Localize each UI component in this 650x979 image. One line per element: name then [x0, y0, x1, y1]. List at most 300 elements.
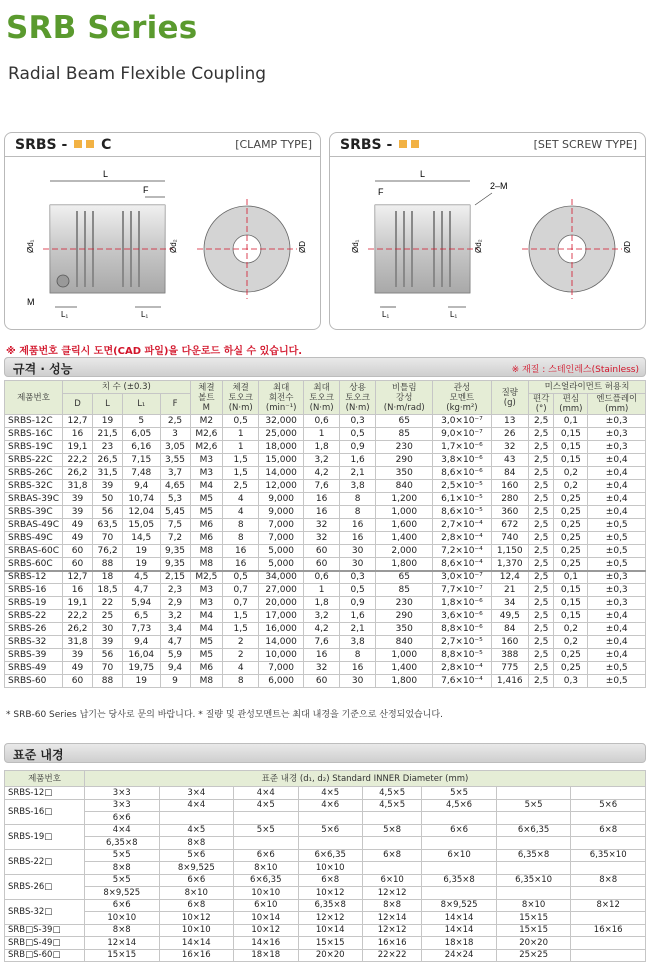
- table-cell: 3,8×10⁻⁶: [433, 454, 491, 467]
- product-code-link[interactable]: SRBS-49: [5, 662, 63, 675]
- th-inner-diameter: 표준 내경 (d₁, d₂) Standard INNER Diameter (mm): [85, 771, 646, 787]
- th-mass: 질량 (g): [491, 381, 528, 415]
- table-cell: 30: [340, 558, 376, 571]
- diameter-cell: 8×8: [85, 924, 160, 937]
- set-product-code[interactable]: [340, 137, 421, 153]
- product-code-link[interactable]: SRBS-19C: [5, 441, 63, 454]
- table-cell: 7,2: [160, 532, 190, 545]
- table-cell: 0,1: [554, 415, 588, 428]
- clamp-product-code[interactable]: [15, 137, 111, 153]
- table-cell: 350: [376, 467, 433, 480]
- diameter-cell: 6×6: [159, 874, 234, 887]
- table-cell: 34: [491, 597, 528, 610]
- diameter-cell: 4,5×5: [362, 799, 421, 812]
- table-row: [5, 799, 646, 812]
- table-cell: M6: [190, 662, 223, 675]
- table-cell: 0,5: [340, 584, 376, 597]
- th-dims: 치 수 (±0.3): [63, 381, 191, 394]
- product-code-link[interactable]: SRBS-39C: [5, 506, 63, 519]
- table-cell: ±0,4: [588, 480, 646, 493]
- spec-section-label: 규격 · 성능: [13, 362, 73, 376]
- table-cell: 1,400: [376, 532, 433, 545]
- product-code-link[interactable]: SRBAS-60C: [5, 545, 63, 558]
- diameter-cell: 12×14: [85, 937, 160, 950]
- table-cell: 39: [93, 636, 123, 649]
- dim-label-L1a: L₁: [61, 310, 69, 319]
- product-code-link[interactable]: SRBS-19: [5, 597, 63, 610]
- table-cell: 14,000: [259, 467, 304, 480]
- product-code-link[interactable]: SRBS-32: [5, 636, 63, 649]
- table-cell: 12,4: [491, 571, 528, 584]
- table-cell: 7,6: [304, 480, 340, 493]
- dim-label-d1: Ød₁: [351, 239, 360, 253]
- table-row: [5, 824, 646, 837]
- diameter-cell: 6,35×10: [496, 874, 571, 887]
- table-cell: 0,9: [340, 597, 376, 610]
- table-cell: 672: [491, 519, 528, 532]
- th-offset: 편심 (mm): [554, 394, 588, 415]
- diameter-cell: 5×6: [298, 824, 362, 837]
- diameter-cell: 15×15: [298, 937, 362, 950]
- table-cell: 49: [63, 532, 93, 545]
- table-cell: 360: [491, 506, 528, 519]
- table-cell: 1,5: [223, 467, 259, 480]
- dim-label-F: F: [143, 185, 149, 195]
- table-cell: ±0,4: [588, 467, 646, 480]
- diameter-cell: 6×8: [298, 874, 362, 887]
- table-cell: 9: [160, 675, 190, 688]
- diameter-cell: 15×15: [496, 924, 571, 937]
- diameter-cell: 18×18: [234, 949, 298, 962]
- table-cell: 7,000: [259, 519, 304, 532]
- dim-label-L1b: L₁: [141, 310, 149, 319]
- table-cell: 31,5: [93, 467, 123, 480]
- product-code-link[interactable]: SRBS-12: [5, 571, 63, 584]
- table-cell: 775: [491, 662, 528, 675]
- table-row: [5, 887, 646, 900]
- table-cell: 60: [63, 558, 93, 571]
- diameter-cell: 15×15: [496, 912, 571, 925]
- table-cell: 840: [376, 636, 433, 649]
- diameter-cell: [571, 937, 646, 950]
- table-cell: 2,5: [529, 584, 554, 597]
- th-L: L: [93, 394, 123, 415]
- diameter-cell: 16×16: [362, 937, 421, 950]
- th-max-torque: 최대 토오크 (N·m): [304, 381, 340, 415]
- table-cell: 9,4: [123, 636, 160, 649]
- diameter-cell: 8×12: [571, 899, 646, 912]
- table-cell: ±0,4: [588, 636, 646, 649]
- diameter-cell: 8×9,525: [422, 899, 497, 912]
- product-code-link[interactable]: SRBS-16□: [5, 799, 85, 824]
- diameter-cell: [571, 862, 646, 875]
- table-row: [5, 571, 646, 584]
- table-cell: 16: [223, 545, 259, 558]
- diameter-cell: 6,35×8: [85, 837, 160, 850]
- table-cell: 7,73: [123, 623, 160, 636]
- diameter-cell: 12×14: [362, 912, 421, 925]
- table-cell: 1,7×10⁻⁶: [433, 441, 491, 454]
- product-code-link[interactable]: SRBS-60: [5, 675, 63, 688]
- diameter-cell: [234, 812, 298, 825]
- diameter-cell: [496, 862, 571, 875]
- table-cell: 32,000: [259, 415, 304, 428]
- table-cell: 0,9: [340, 441, 376, 454]
- table-cell: 9,000: [259, 506, 304, 519]
- product-code-link[interactable]: SRB□S-39□: [5, 924, 85, 937]
- table-cell: 16: [63, 428, 93, 441]
- table-cell: 84: [491, 467, 528, 480]
- dim-label-d1: Ød₁: [26, 239, 35, 253]
- table-cell: 3,55: [160, 454, 190, 467]
- table-row: [5, 493, 646, 506]
- table-cell: M3: [190, 584, 223, 597]
- table-cell: 3,0×10⁻⁷: [433, 571, 491, 584]
- clamp-type-drawing: [5, 157, 321, 329]
- diameter-cell: [571, 837, 646, 850]
- diameter-cell: 5×5: [234, 824, 298, 837]
- table-cell: 84: [491, 623, 528, 636]
- product-code-link[interactable]: SRBS-60C: [5, 558, 63, 571]
- table-row: [5, 610, 646, 623]
- material-note: ※ 재질 : 스테인레스(Stainless): [511, 365, 639, 375]
- product-code-link[interactable]: SRBS-22C: [5, 454, 63, 467]
- diameter-cell: [496, 887, 571, 900]
- table-cell: 1,800: [376, 675, 433, 688]
- table-cell: 7,6: [304, 636, 340, 649]
- table-cell: 0,15: [554, 441, 588, 454]
- table-cell: 4: [223, 506, 259, 519]
- table-cell: 85: [376, 428, 433, 441]
- table-cell: M5: [190, 636, 223, 649]
- dim-label-d2: Ød₂: [474, 239, 483, 253]
- table-cell: 21: [491, 584, 528, 597]
- table-cell: 2,5: [529, 532, 554, 545]
- table-cell: ±0,4: [588, 493, 646, 506]
- table-cell: 5,000: [259, 558, 304, 571]
- placeholder-square: [86, 140, 94, 148]
- table-cell: 388: [491, 649, 528, 662]
- table-cell: M8: [190, 545, 223, 558]
- product-code-link[interactable]: SRBS-12□: [5, 787, 85, 800]
- table-cell: 9,4: [123, 480, 160, 493]
- product-code-link[interactable]: SRBAS-39C: [5, 493, 63, 506]
- diameter-cell: 12×12: [298, 912, 362, 925]
- diameter-cell: 6,35×10: [571, 849, 646, 862]
- diameter-cell: 6×6: [85, 812, 160, 825]
- diameter-cell: 4×5: [159, 824, 234, 837]
- product-code-link[interactable]: SRBAS-49C: [5, 519, 63, 532]
- table-cell: 0,15: [554, 597, 588, 610]
- table-cell: 12,7: [63, 571, 93, 584]
- diameter-cell: 8×9,525: [85, 887, 160, 900]
- table-cell: 26,5: [93, 454, 123, 467]
- table-row: [5, 787, 646, 800]
- table-cell: 31,8: [63, 636, 93, 649]
- dim-label-L: L: [103, 169, 109, 179]
- th-D: D: [63, 394, 93, 415]
- table-cell: 31,8: [63, 480, 93, 493]
- table-cell: 1,8: [304, 441, 340, 454]
- table-cell: 14,5: [123, 532, 160, 545]
- diameter-cell: 10×12: [298, 887, 362, 900]
- diameter-cell: 15×15: [85, 949, 160, 962]
- table-cell: 6,16: [123, 441, 160, 454]
- table-cell: 4,5: [123, 571, 160, 584]
- table-row: [5, 912, 646, 925]
- table-cell: M4: [190, 480, 223, 493]
- table-cell: 19: [123, 675, 160, 688]
- table-cell: 15,05: [123, 519, 160, 532]
- table-cell: 6,5: [123, 610, 160, 623]
- table-cell: 5,45: [160, 506, 190, 519]
- diameter-cell: 6×6,35: [496, 824, 571, 837]
- table-cell: ±0,5: [588, 675, 646, 688]
- table-cell: 65: [376, 571, 433, 584]
- table-cell: 2,15: [160, 571, 190, 584]
- product-code-link[interactable]: SRBS-12C: [5, 415, 63, 428]
- page-subtitle: Radial Beam Flexible Coupling: [8, 64, 267, 84]
- product-code-link[interactable]: SRBS-49C: [5, 532, 63, 545]
- table-cell: 2,5: [529, 480, 554, 493]
- table-cell: 9,35: [160, 558, 190, 571]
- table-cell: 16: [304, 493, 340, 506]
- table-cell: 70: [93, 662, 123, 675]
- table-cell: 8,6×10⁻⁶: [433, 467, 491, 480]
- table-row: [5, 874, 646, 887]
- table-cell: 7,48: [123, 467, 160, 480]
- table-row: [5, 849, 646, 862]
- table-cell: 2,5×10⁻⁵: [433, 480, 491, 493]
- diameter-cell: 6×6,35: [298, 849, 362, 862]
- table-cell: 6,05: [123, 428, 160, 441]
- table-cell: ±0,3: [588, 571, 646, 584]
- clamp-screw: [57, 275, 69, 287]
- table-cell: 1,6: [340, 454, 376, 467]
- table-cell: 1: [304, 584, 340, 597]
- diameter-cell: 6,35×8: [298, 899, 362, 912]
- product-code-link[interactable]: SRBS-26C: [5, 467, 63, 480]
- cad-download-notice: ※ 제품번호 클릭시 도면(CAD 파일)을 다운로드 하실 수 있습니다.: [6, 346, 303, 357]
- diameter-cell: 6×6,35: [234, 874, 298, 887]
- product-code-link[interactable]: SRB□S-49□: [5, 937, 85, 950]
- table-cell: 30: [93, 623, 123, 636]
- table-cell: 12,000: [259, 480, 304, 493]
- table-cell: 1: [223, 441, 259, 454]
- th-inertia: 관성 모멘트 (kg·m²): [433, 381, 491, 415]
- table-cell: 15,000: [259, 454, 304, 467]
- table-cell: 0,25: [554, 532, 588, 545]
- table-cell: 1,000: [376, 506, 433, 519]
- diameter-cell: 14×16: [234, 937, 298, 950]
- product-code-link[interactable]: SRBS-16: [5, 584, 63, 597]
- diameter-cell: [298, 837, 362, 850]
- table-cell: 2,1: [340, 623, 376, 636]
- clamp-type-panel: [4, 132, 321, 330]
- diameter-cell: [362, 812, 421, 825]
- table-row: [5, 949, 646, 962]
- diameter-cell: 6×8: [159, 899, 234, 912]
- diameter-cell: 8×9,525: [159, 862, 234, 875]
- diameter-cell: 8×8: [362, 899, 421, 912]
- table-cell: M4: [190, 610, 223, 623]
- table-cell: 5,9: [160, 649, 190, 662]
- product-code-link[interactable]: SRBS-19□: [5, 824, 85, 849]
- table-cell: 4: [223, 662, 259, 675]
- th-torque: 체결 토오크 (N·m): [223, 381, 259, 415]
- table-cell: 2,5: [529, 506, 554, 519]
- table-cell: 19,75: [123, 662, 160, 675]
- product-code-link[interactable]: SRBS-22□: [5, 849, 85, 874]
- dim-label-d2: Ød₂: [169, 239, 178, 253]
- table-cell: 5,3: [160, 493, 190, 506]
- table-cell: 39: [63, 493, 93, 506]
- diameter-cell: 4×4: [159, 799, 234, 812]
- table-row: [5, 506, 646, 519]
- table-cell: 12,04: [123, 506, 160, 519]
- diameter-cell: 5×8: [362, 824, 421, 837]
- product-code-link[interactable]: SRBS-16C: [5, 428, 63, 441]
- table-cell: 6,1×10⁻⁵: [433, 493, 491, 506]
- table-cell: 5,94: [123, 597, 160, 610]
- table-cell: 26,2: [63, 623, 93, 636]
- table-cell: 49,5: [491, 610, 528, 623]
- table-cell: M3: [190, 454, 223, 467]
- table-cell: 4,2: [304, 623, 340, 636]
- table-row: [5, 937, 646, 950]
- table-cell: 8: [223, 519, 259, 532]
- table-cell: 2,5: [529, 636, 554, 649]
- table-cell: 0,15: [554, 454, 588, 467]
- table-row: [5, 415, 646, 428]
- product-code-link[interactable]: SRBS-22: [5, 610, 63, 623]
- product-code-link[interactable]: SRB□S-60□: [5, 949, 85, 962]
- diameter-cell: 8×10: [234, 862, 298, 875]
- dim-label-D: ØD: [623, 241, 632, 253]
- table-cell: 8: [223, 675, 259, 688]
- table-cell: 16,04: [123, 649, 160, 662]
- diameter-cell: 4,5×5: [362, 787, 421, 800]
- table-cell: 13: [491, 415, 528, 428]
- table-cell: 2,5: [529, 519, 554, 532]
- th-product: 제품번호: [5, 381, 63, 415]
- diameter-cell: 10×12: [159, 912, 234, 925]
- diameter-cell: [362, 837, 421, 850]
- table-cell: 1,600: [376, 519, 433, 532]
- table-cell: 9,0×10⁻⁷: [433, 428, 491, 441]
- product-code-link[interactable]: SRBS-32□: [5, 899, 85, 924]
- diameter-cell: 6×8: [571, 824, 646, 837]
- table-cell: 2,5: [529, 623, 554, 636]
- table-row: [5, 519, 646, 532]
- diameter-cell: 6×8: [362, 849, 421, 862]
- diameter-cell: [362, 862, 421, 875]
- table-cell: 63,5: [93, 519, 123, 532]
- table-cell: 2,5: [529, 597, 554, 610]
- diameter-cell: 10×14: [298, 924, 362, 937]
- th-bolt: 체결 볼트 M: [190, 381, 223, 415]
- product-code-link[interactable]: SRBS-26: [5, 623, 63, 636]
- table-cell: 0,1: [554, 571, 588, 584]
- table-cell: 7,7×10⁻⁷: [433, 584, 491, 597]
- inner-section-label: 표준 내경: [13, 748, 64, 762]
- table-cell: 7,6×10⁻⁴: [433, 675, 491, 688]
- table-cell: 32: [304, 532, 340, 545]
- table-cell: 30: [340, 545, 376, 558]
- set-screw-type-panel: [329, 132, 646, 330]
- diameter-cell: 6×6: [234, 849, 298, 862]
- table-row: [5, 480, 646, 493]
- product-code-link[interactable]: SRBS-32C: [5, 480, 63, 493]
- table-cell: ±0,5: [588, 532, 646, 545]
- diameter-cell: 14×14: [159, 937, 234, 950]
- diameter-cell: [496, 812, 571, 825]
- table-cell: 0,5: [340, 428, 376, 441]
- table-cell: 290: [376, 610, 433, 623]
- product-code-link[interactable]: SRBS-39: [5, 649, 63, 662]
- table-cell: 2,5: [529, 675, 554, 688]
- table-cell: 3,6×10⁻⁶: [433, 610, 491, 623]
- table-cell: 2,3: [160, 584, 190, 597]
- table-cell: 16: [304, 506, 340, 519]
- table-cell: 18,000: [259, 441, 304, 454]
- table-cell: 280: [491, 493, 528, 506]
- diameter-cell: 6×10: [234, 899, 298, 912]
- table-cell: 3,2: [160, 610, 190, 623]
- table-cell: 0,25: [554, 545, 588, 558]
- table-cell: 8: [340, 493, 376, 506]
- table-row: [5, 649, 646, 662]
- table-row: [5, 812, 646, 825]
- table-cell: 1,150: [491, 545, 528, 558]
- diameter-cell: 5×6: [159, 849, 234, 862]
- diameter-cell: 20×20: [298, 949, 362, 962]
- table-cell: 8: [340, 506, 376, 519]
- table-row: [5, 454, 646, 467]
- table-cell: 0,3: [340, 415, 376, 428]
- table-cell: 0,15: [554, 428, 588, 441]
- table-cell: 20,000: [259, 597, 304, 610]
- diameter-cell: 4×4: [234, 787, 298, 800]
- table-cell: 7,000: [259, 662, 304, 675]
- table-cell: 9,4: [160, 662, 190, 675]
- table-cell: 22,2: [63, 454, 93, 467]
- table-cell: 4,65: [160, 480, 190, 493]
- diameter-cell: 18×18: [422, 937, 497, 950]
- table-cell: 1,8×10⁻⁶: [433, 597, 491, 610]
- table-cell: 34,000: [259, 571, 304, 584]
- diameter-cell: 8×8: [571, 874, 646, 887]
- table-cell: 60: [304, 558, 340, 571]
- table-cell: 2,5: [529, 662, 554, 675]
- table-cell: 2,7×10⁻⁵: [433, 636, 491, 649]
- table-cell: ±0,5: [588, 519, 646, 532]
- table-cell: M3: [190, 467, 223, 480]
- table-cell: 10,74: [123, 493, 160, 506]
- table-cell: 2,8×10⁻⁴: [433, 662, 491, 675]
- table-cell: 5: [123, 415, 160, 428]
- table-row: [5, 584, 646, 597]
- dim-label-F: F: [378, 187, 384, 197]
- diameter-cell: 25×25: [496, 949, 571, 962]
- table-cell: 0,2: [554, 480, 588, 493]
- diameter-cell: 8×10: [159, 887, 234, 900]
- table-cell: 5,000: [259, 545, 304, 558]
- table-row: [5, 899, 646, 912]
- table-cell: ±0,4: [588, 454, 646, 467]
- table-cell: 0,3: [554, 675, 588, 688]
- product-code-link[interactable]: SRBS-26□: [5, 874, 85, 899]
